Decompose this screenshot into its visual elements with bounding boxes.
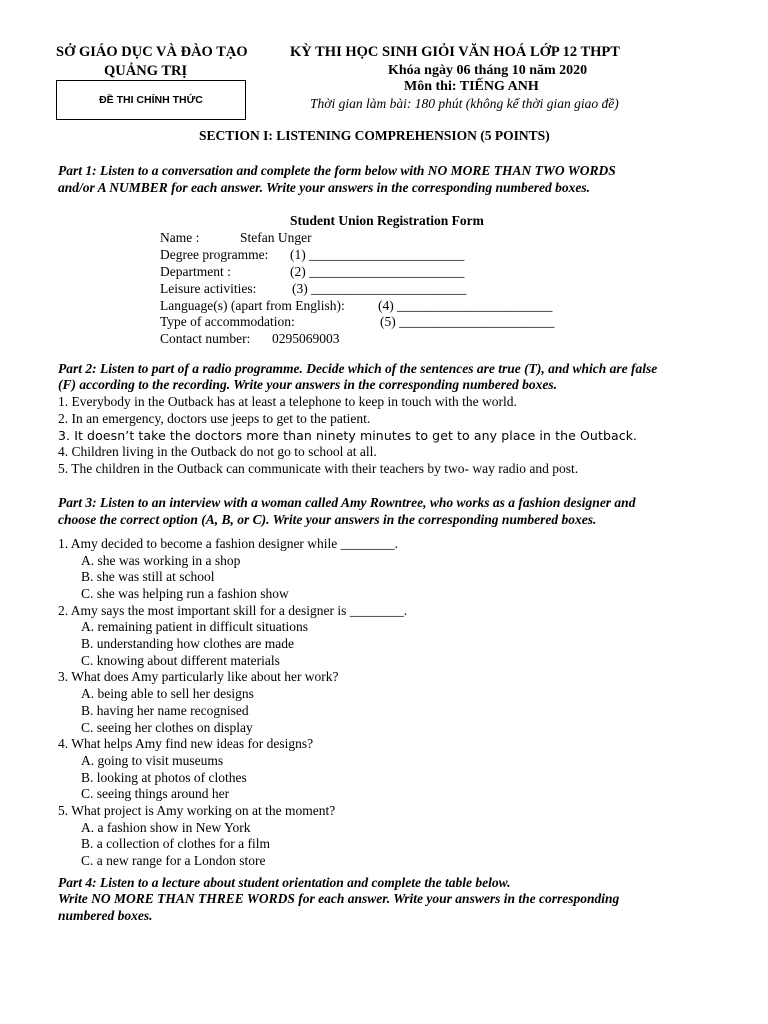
part3-instructions-line2: choose the correct option (A, B, or C). Write your answers in the corresponding numbered boxes. xyxy=(58,512,597,527)
form-value-name: Stefan Unger xyxy=(240,230,312,245)
section-title: SECTION I: LISTENING COMPREHENSION (5 POINTS) xyxy=(199,128,550,143)
part1-instructions-line2: and/or A NUMBER for each answer. Write your answers in the corresponding numbered boxes. xyxy=(58,180,590,195)
exam-duration: Thời gian làm bài: 180 phút (không kể thời gian giao đề) xyxy=(310,96,619,111)
part2-statement: 4. Children living in the Outback do not go to school at all. xyxy=(58,444,377,459)
form-label-name: Name : xyxy=(160,230,200,245)
exam-subject: Môn thi: TIẾNG ANH xyxy=(404,79,539,94)
part4-instructions-line1: Part 4: Listen to a lecture about student orientation and complete the table below. xyxy=(58,875,511,890)
part4-instructions-line2: Write NO MORE THAN THREE WORDS for each answer. Write your answers in the corresponding xyxy=(58,891,620,906)
part2-instructions-line1: Part 2: Listen to part of a radio programme. Decide which of the sentences are true (T), and which are false xyxy=(58,361,658,376)
part3-question: 1. Amy decided to become a fashion designer while ________. xyxy=(58,536,399,551)
part3-option: A. a fashion show in New York xyxy=(81,820,251,835)
form-blank-2: (2) _______________________ xyxy=(290,264,465,279)
part3-option: B. understanding how clothes are made xyxy=(81,636,294,651)
part2-statement: 1. Everybody in the Outback has at least a telephone to keep in touch with the world. xyxy=(58,394,517,409)
part3-option: A. remaining patient in difficult situations xyxy=(81,619,308,634)
form-value-contact: 0295069003 xyxy=(272,331,340,346)
part4-instructions-line3: numbered boxes. xyxy=(58,908,153,923)
part2-statement: 5. The children in the Outback can communicate with their teachers by two- way radio and post. xyxy=(58,461,579,476)
form-blank-5: (5) _______________________ xyxy=(380,314,555,329)
form-blank-4: (4) _______________________ xyxy=(378,298,553,313)
form-label-degree: Degree programme: xyxy=(160,247,269,262)
form-label-leisure: Leisure activities: xyxy=(160,281,257,296)
exam-title: KỲ THI HỌC SINH GIỎI VĂN HOÁ LỚP 12 THPT xyxy=(290,44,620,60)
part3-question: 2. Amy says the most important skill for a designer is ________. xyxy=(58,603,408,618)
province-name: QUẢNG TRỊ xyxy=(104,63,188,79)
form-label-contact: Contact number: xyxy=(160,331,251,346)
part3-option: C. a new range for a London store xyxy=(81,853,266,868)
form-title: Student Union Registration Form xyxy=(290,213,484,228)
part3-option: A. going to visit museums xyxy=(81,753,224,768)
part2-instructions-line2: (F) according to the recording. Write your answers in the corresponding numbered boxes. xyxy=(58,377,558,392)
official-exam-box xyxy=(56,80,246,120)
part3-question: 3. What does Amy particularly like about her work? xyxy=(58,669,339,684)
part3-question: 4. What helps Amy find new ideas for designs? xyxy=(58,736,314,751)
part3-option: C. seeing things around her xyxy=(81,786,230,801)
part3-instructions-line1: Part 3: Listen to an interview with a woman called Amy Rowntree, who works as a fashion designer and xyxy=(58,495,636,510)
form-blank-3: (3) _______________________ xyxy=(292,281,467,296)
part3-option: C. knowing about different materials xyxy=(81,653,280,668)
form-label-department: Department : xyxy=(160,264,231,279)
form-blank-1: (1) _______________________ xyxy=(290,247,465,262)
part2-statement: 2. In an emergency, doctors use jeeps to get to the patient. xyxy=(58,411,371,426)
exam-date: Khóa ngày 06 tháng 10 năm 2020 xyxy=(388,63,588,78)
part2-statement: 3. It doesn’t take the doctors more than ninety minutes to get to any place in the Outback. xyxy=(58,428,638,443)
part3-option: B. looking at photos of clothes xyxy=(81,770,247,785)
official-exam-label: ĐỀ THI CHÍNH THỨC xyxy=(99,94,203,106)
part3-question: 5. What project is Amy working on at the moment? xyxy=(58,803,336,818)
part3-option: B. a collection of clothes for a film xyxy=(81,836,270,851)
part3-option: A. being able to sell her designs xyxy=(81,686,254,701)
department-name: SỞ GIÁO DỤC VÀ ĐÀO TẠO xyxy=(56,44,248,60)
form-label-languages: Language(s) (apart from English): xyxy=(160,298,345,313)
part3-option: B. she was still at school xyxy=(81,569,215,584)
part3-option: B. having her name recognised xyxy=(81,703,249,718)
part1-instructions-line1: Part 1: Listen to a conversation and complete the form below with NO MORE THAN TWO WORDS xyxy=(58,163,616,178)
part3-option: C. she was helping run a fashion show xyxy=(81,586,289,601)
form-label-accommodation: Type of accommodation: xyxy=(160,314,295,329)
part3-option: A. she was working in a shop xyxy=(81,553,241,568)
part3-option: C. seeing her clothes on display xyxy=(81,720,253,735)
